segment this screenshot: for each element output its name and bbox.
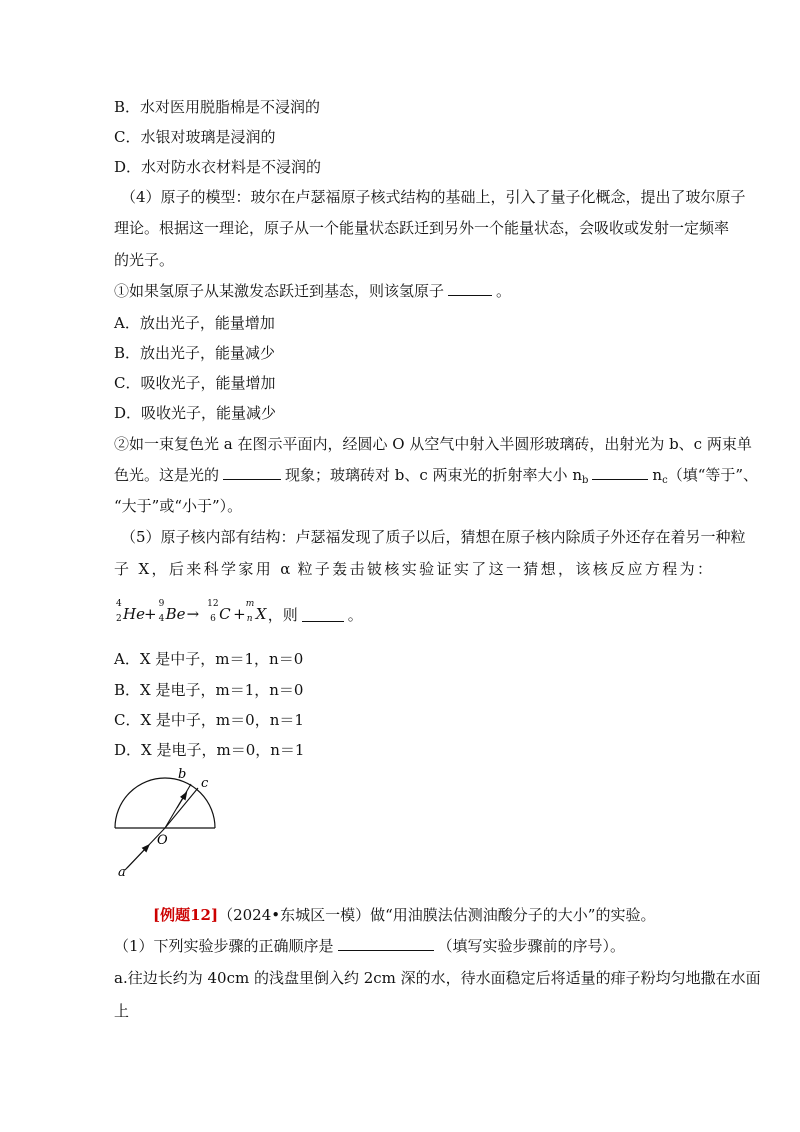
eq-he-mass: 4	[116, 599, 122, 609]
q4-sub2-phenomenon-blank[interactable]	[223, 465, 281, 480]
q4-sub2-text-b: 现象；玻璃砖对 b、c 两束光的折射率大小 n	[285, 466, 582, 484]
eq-c-z: 6	[210, 614, 216, 624]
eq-plus-1: +	[144, 605, 157, 623]
example-12-tag: [例题12]	[153, 906, 219, 924]
q4-sub1-prompt	[114, 281, 800, 301]
eq-plus-2: +	[233, 605, 246, 623]
eq-he-z: 2	[116, 614, 122, 624]
example-12-q1-answer-blank[interactable]	[338, 936, 434, 951]
eq-tail-text: ，则	[267, 605, 298, 624]
q4-sub2-line-3: “大于”或“小于”）。	[114, 497, 243, 515]
q5-answer-blank[interactable]	[302, 607, 344, 622]
q4-sub1-text: ①如果氢原子从某激发态跃迁到基态，则该氢原子	[114, 282, 445, 300]
incident-ray-arrow	[127, 847, 147, 868]
q4-sub1-option-b: B．放出光子，能量减少	[114, 344, 276, 362]
q4-sub1-answer-blank[interactable]	[448, 281, 492, 296]
q5-line-2: 子 X，后来科学家用 α 粒子轰击铍核实验证实了这一猜想，该核反应方程为：	[114, 560, 712, 578]
refraction-figure	[105, 764, 225, 884]
q4-sub1-end: 。	[496, 282, 512, 300]
example-12-heading	[153, 905, 800, 925]
eq-helium	[116, 601, 146, 627]
q4-sub2-subscript-b: b	[582, 475, 589, 486]
q5-option-c: C．X 是中子，m＝0，n＝1	[114, 711, 304, 729]
q3-option-c: C．水银对玻璃是浸润的	[114, 128, 276, 146]
eq-c-symbol: C	[219, 605, 231, 623]
eq-x-mass: m	[245, 599, 255, 609]
q5-option-d: D．X 是电子，m＝0，n＝1	[114, 741, 305, 759]
eq-arrow: →	[186, 605, 200, 623]
q4-sub1-option-c: C．吸收光子，能量增加	[114, 374, 276, 392]
example-12-q1	[114, 936, 800, 956]
example-12-q1-text: （1）下列实验步骤的正确顺序是	[114, 937, 334, 955]
example-12-title: （2024•东城区一模）做“用油膜法估测油酸分子的大小”的实验。	[218, 906, 656, 924]
eq-x-symbol: X	[255, 605, 267, 623]
q4-intro-line-3: 的光子。	[114, 251, 175, 269]
q4-sub2-text-a: 色光。这是光的	[114, 466, 220, 484]
q4-sub2-line-1: ②如一束复色光 a 在图示平面内，经圆心 O 从空气中射入半圆形玻璃砖，出射光为 b、c 两束单	[114, 435, 752, 453]
eq-particle-x	[246, 601, 268, 627]
label-o: O	[157, 833, 168, 848]
eq-beryllium	[157, 601, 185, 627]
q4-sub2-text-c: n	[652, 466, 663, 484]
example-12-q1-hint: （填写实验步骤前的序号）。	[437, 937, 626, 955]
q4-sub1-option-a: A．放出光子，能量增加	[114, 314, 275, 332]
eq-c-mass: 12	[207, 599, 219, 609]
label-c: c	[201, 776, 209, 791]
q3-option-d: D．水对防水衣材料是不浸润的	[114, 158, 322, 176]
label-b: b	[178, 767, 187, 782]
q4-intro-line-1: （4）原子的模型：玻尔在卢瑟福原子核式结构的基础上，引入了量子化概念，提出了玻尔原子	[121, 188, 746, 206]
q5-line-1: （5）原子核内部有结构：卢瑟福发现了质子以后，猜想在原子核内除质子外还存在着另一种粒	[121, 528, 746, 546]
nuclear-equation	[116, 601, 446, 635]
q4-sub2-comparison-blank[interactable]	[592, 465, 648, 480]
q4-sub1-option-d: D．吸收光子，能量减少	[114, 404, 277, 422]
eq-be-z: 4	[158, 614, 165, 624]
eq-be-symbol: Be	[165, 605, 186, 623]
q3-option-b: B．水对医用脱脂棉是不浸润的	[114, 98, 321, 116]
q4-intro-line-2: 理论。根据这一理论，原子从一个能量状态跃迁到另外一个能量状态，会吸收或发射一定频率	[114, 219, 730, 237]
example-12-step-a-line-2: 上	[114, 1002, 130, 1020]
refracted-ray-c	[165, 788, 198, 828]
eq-end-text: 。	[347, 605, 363, 624]
eq-x-z: n	[246, 614, 253, 624]
q4-sub2-text-d: （填“等于”、	[667, 466, 759, 484]
q5-option-b: B．X 是电子，m＝1，n＝0	[114, 681, 304, 699]
q5-option-a: A．X 是中子，m＝1，n＝0	[114, 650, 304, 668]
semicircle-arc	[115, 778, 215, 828]
eq-he-symbol: He	[123, 605, 145, 623]
eq-carbon	[207, 601, 233, 627]
example-12-step-a-line-1: a.往边长约为 40cm 的浅盘里倒入约 2cm 深的水，待水面稳定后将适量的痱子粉均匀地撒在水面	[114, 969, 761, 987]
q4-sub2-line-2	[114, 465, 800, 491]
label-a: a	[118, 865, 126, 880]
eq-be-mass: 9	[158, 599, 165, 609]
q4-sub2-subscript-c: c	[662, 475, 668, 486]
